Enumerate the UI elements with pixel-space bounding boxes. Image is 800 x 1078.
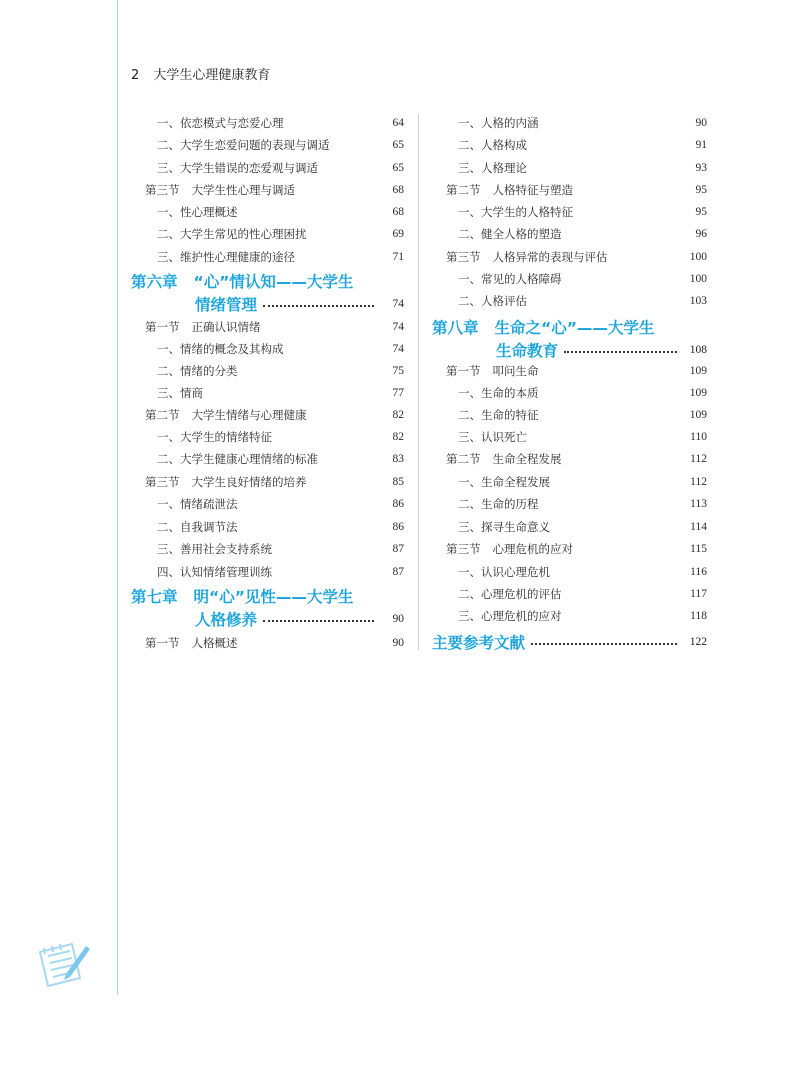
margin-rule [117,0,118,995]
page-number: 110 [690,431,707,443]
toc-item[interactable] [432,607,707,625]
section-label: 大学生情绪与心理健康 [191,408,307,422]
toc-item[interactable] [131,563,404,581]
toc-section[interactable] [131,181,404,199]
page-number: 91 [695,139,707,151]
toc-item[interactable] [432,292,707,310]
book-title: 大学生心理健康教育 [153,68,271,83]
page-number: 82 [392,431,404,443]
running-header [131,64,270,83]
page-number: 109 [689,365,707,377]
section-number: 第三节 [145,475,180,489]
page-number: 109 [689,409,707,421]
page-number: 115 [690,543,707,555]
item-label: 三、情商 [157,386,203,400]
toc-item[interactable] [131,136,404,154]
toc-references[interactable] [432,631,707,653]
section-number: 第二节 [446,452,481,466]
item-label: 三、善用社会支持系统 [157,542,272,556]
toc-item[interactable] [131,248,404,266]
chapter-number: 第六章 [131,273,178,291]
toc-item[interactable] [432,563,707,581]
page-number: 90 [392,637,404,649]
page-number: 86 [392,498,404,510]
page-number: 118 [690,610,707,622]
page-number: 116 [690,566,707,578]
item-label: 二、生命的特征 [458,408,539,422]
item-label: 一、性心理概述 [157,205,238,219]
toc-item[interactable] [131,114,404,132]
section-label: 正确认识情绪 [191,320,261,334]
page-number: 82 [392,409,404,421]
toc-section[interactable] [131,473,404,491]
page-number: 74 [392,298,404,310]
page-number: 65 [392,162,404,174]
page-number: 108 [689,344,707,356]
item-label: 一、大学生的情绪特征 [157,430,272,444]
references-title: 主要参考文献 [432,634,526,652]
section-label: 大学生性心理与调适 [191,183,295,197]
item-label: 二、情绪的分类 [157,364,238,378]
toc-item[interactable] [432,270,707,288]
page-number: 87 [392,566,404,578]
section-label: 人格概述 [191,636,238,650]
page-number: 96 [695,228,707,240]
toc-item[interactable] [131,159,404,177]
item-label: 二、人格构成 [458,138,527,152]
page-number: 103 [689,295,707,307]
item-label: 二、大学生恋爱问题的表现与调适 [157,138,330,152]
toc-item[interactable] [432,495,707,513]
toc-section[interactable] [432,248,707,266]
item-label: 一、生命全程发展 [458,475,550,489]
item-label: 一、情绪的概念及其构成 [157,342,284,356]
item-label: 三、大学生错误的恋爱观与调适 [157,161,318,175]
section-number: 第三节 [446,542,481,556]
section-number: 第二节 [446,183,481,197]
page-number: 122 [689,636,707,648]
page-number: 83 [392,453,404,465]
chapter-number: 第八章 [432,319,479,337]
chapter-title: 明“心”见性——大学生 [193,588,354,606]
page-number: 85 [392,476,404,488]
page-number: 117 [690,588,707,600]
page-number: 100 [689,251,707,263]
item-label: 一、认识心理危机 [458,565,550,579]
page-number: 74 [392,343,404,355]
item-label: 二、大学生健康心理情绪的标准 [157,452,318,466]
page-number: 74 [392,321,404,333]
section-label: 人格特征与塑造 [492,183,573,197]
page-number: 113 [690,498,707,510]
toc-section[interactable] [131,318,404,336]
column-divider [418,114,419,650]
toc-section[interactable] [432,540,707,558]
section-number: 第一节 [145,320,180,334]
toc-section[interactable] [432,362,707,380]
toc-item[interactable] [131,428,404,446]
page-number: 68 [392,184,404,196]
toc-item[interactable] [432,585,707,603]
toc-item[interactable] [131,450,404,468]
toc-item[interactable] [432,406,707,424]
toc-item[interactable] [131,362,404,380]
page-number: 90 [695,117,707,129]
chapter-subtitle: 人格修养 [195,611,258,629]
toc-section[interactable] [131,634,404,652]
item-label: 二、心理危机的评估 [458,587,562,601]
item-label: 三、认识死亡 [458,430,527,444]
dot-leader [263,620,374,622]
section-number: 第一节 [145,636,180,650]
chapter-subtitle: 情绪管理 [195,296,258,314]
toc-item[interactable] [131,518,404,536]
item-label: 二、健全人格的塑造 [458,227,562,241]
page-number: 65 [392,139,404,151]
section-label: 人格异常的表现与评估 [492,250,608,264]
section-label: 大学生良好情绪的培养 [191,475,307,489]
section-label: 心理危机的应对 [492,542,573,556]
toc-item[interactable] [432,428,707,446]
page-number: 64 [392,117,404,129]
toc-chapter-subtitle[interactable] [131,293,404,315]
toc-item[interactable] [432,518,707,536]
item-label: 二、大学生常见的性心理困扰 [157,227,307,241]
section-number: 第二节 [145,408,180,422]
section-number: 第一节 [446,364,481,378]
notepad-pencil-icon [36,938,92,990]
item-label: 一、情绪疏泄法 [157,497,238,511]
page-number: 112 [690,453,707,465]
dot-leader [564,351,677,353]
page-number: 95 [695,184,707,196]
page-number: 77 [392,387,404,399]
toc-item[interactable] [131,540,404,558]
page-number: 68 [392,206,404,218]
page-number: 109 [689,387,707,399]
chapter-subtitle: 生命教育 [496,342,559,360]
item-label: 三、维护性心理健康的途径 [157,250,295,264]
chapter-number: 第七章 [131,588,178,606]
toc-item[interactable] [432,114,707,132]
toc-chapter-heading[interactable] [131,585,404,607]
section-number: 第三节 [446,250,481,264]
page-number: 87 [392,543,404,555]
section-number: 第三节 [145,183,180,197]
page-number: 71 [392,251,404,263]
toc-item[interactable] [131,225,404,243]
section-label: 叩问生命 [492,364,539,378]
toc-chapter-heading[interactable] [432,316,707,338]
item-label: 三、探寻生命意义 [458,520,550,534]
toc-item[interactable] [131,203,404,221]
toc-item[interactable] [432,159,707,177]
item-label: 一、常见的人格障碍 [458,272,562,286]
item-label: 一、大学生的人格特征 [458,205,573,219]
chapter-title: 生命之“心”——大学生 [494,319,655,337]
toc-item[interactable] [432,473,707,491]
item-label: 二、人格评估 [458,294,527,308]
item-label: 一、生命的本质 [458,386,539,400]
item-label: 三、人格理论 [458,161,527,175]
item-label: 二、生命的历程 [458,497,539,511]
toc-chapter-heading[interactable] [131,270,404,292]
toc-chapter-subtitle[interactable] [432,339,707,361]
chapter-title: “心”情认知——大学生 [193,273,354,291]
toc-section[interactable] [432,450,707,468]
item-label: 一、依恋模式与恋爱心理 [157,116,284,130]
page-number: 112 [690,476,707,488]
page-number: 90 [392,613,404,625]
page-number: 2 [131,68,140,83]
item-label: 二、自我调节法 [157,520,238,534]
toc-item[interactable] [432,136,707,154]
item-label: 一、人格的内涵 [458,116,539,130]
dot-leader [263,305,374,307]
item-label: 四、认知情绪管理训练 [157,565,272,579]
toc-item[interactable] [432,384,707,402]
page-number: 69 [392,228,404,240]
toc-section[interactable] [432,181,707,199]
page-number: 95 [695,206,707,218]
page-number: 100 [689,273,707,285]
item-label: 三、心理危机的应对 [458,609,562,623]
page-number: 86 [392,521,404,533]
page-number: 75 [392,365,404,377]
page-number: 93 [695,162,707,174]
toc-chapter-subtitle[interactable] [131,608,404,630]
section-label: 生命全程发展 [492,452,562,466]
toc-section[interactable] [131,406,404,424]
toc-item[interactable] [131,495,404,513]
toc-item[interactable] [131,340,404,358]
page-number: 114 [690,521,707,533]
toc-item[interactable] [432,203,707,221]
toc-item[interactable] [131,384,404,402]
toc-item[interactable] [432,225,707,243]
dot-leader [531,643,677,645]
